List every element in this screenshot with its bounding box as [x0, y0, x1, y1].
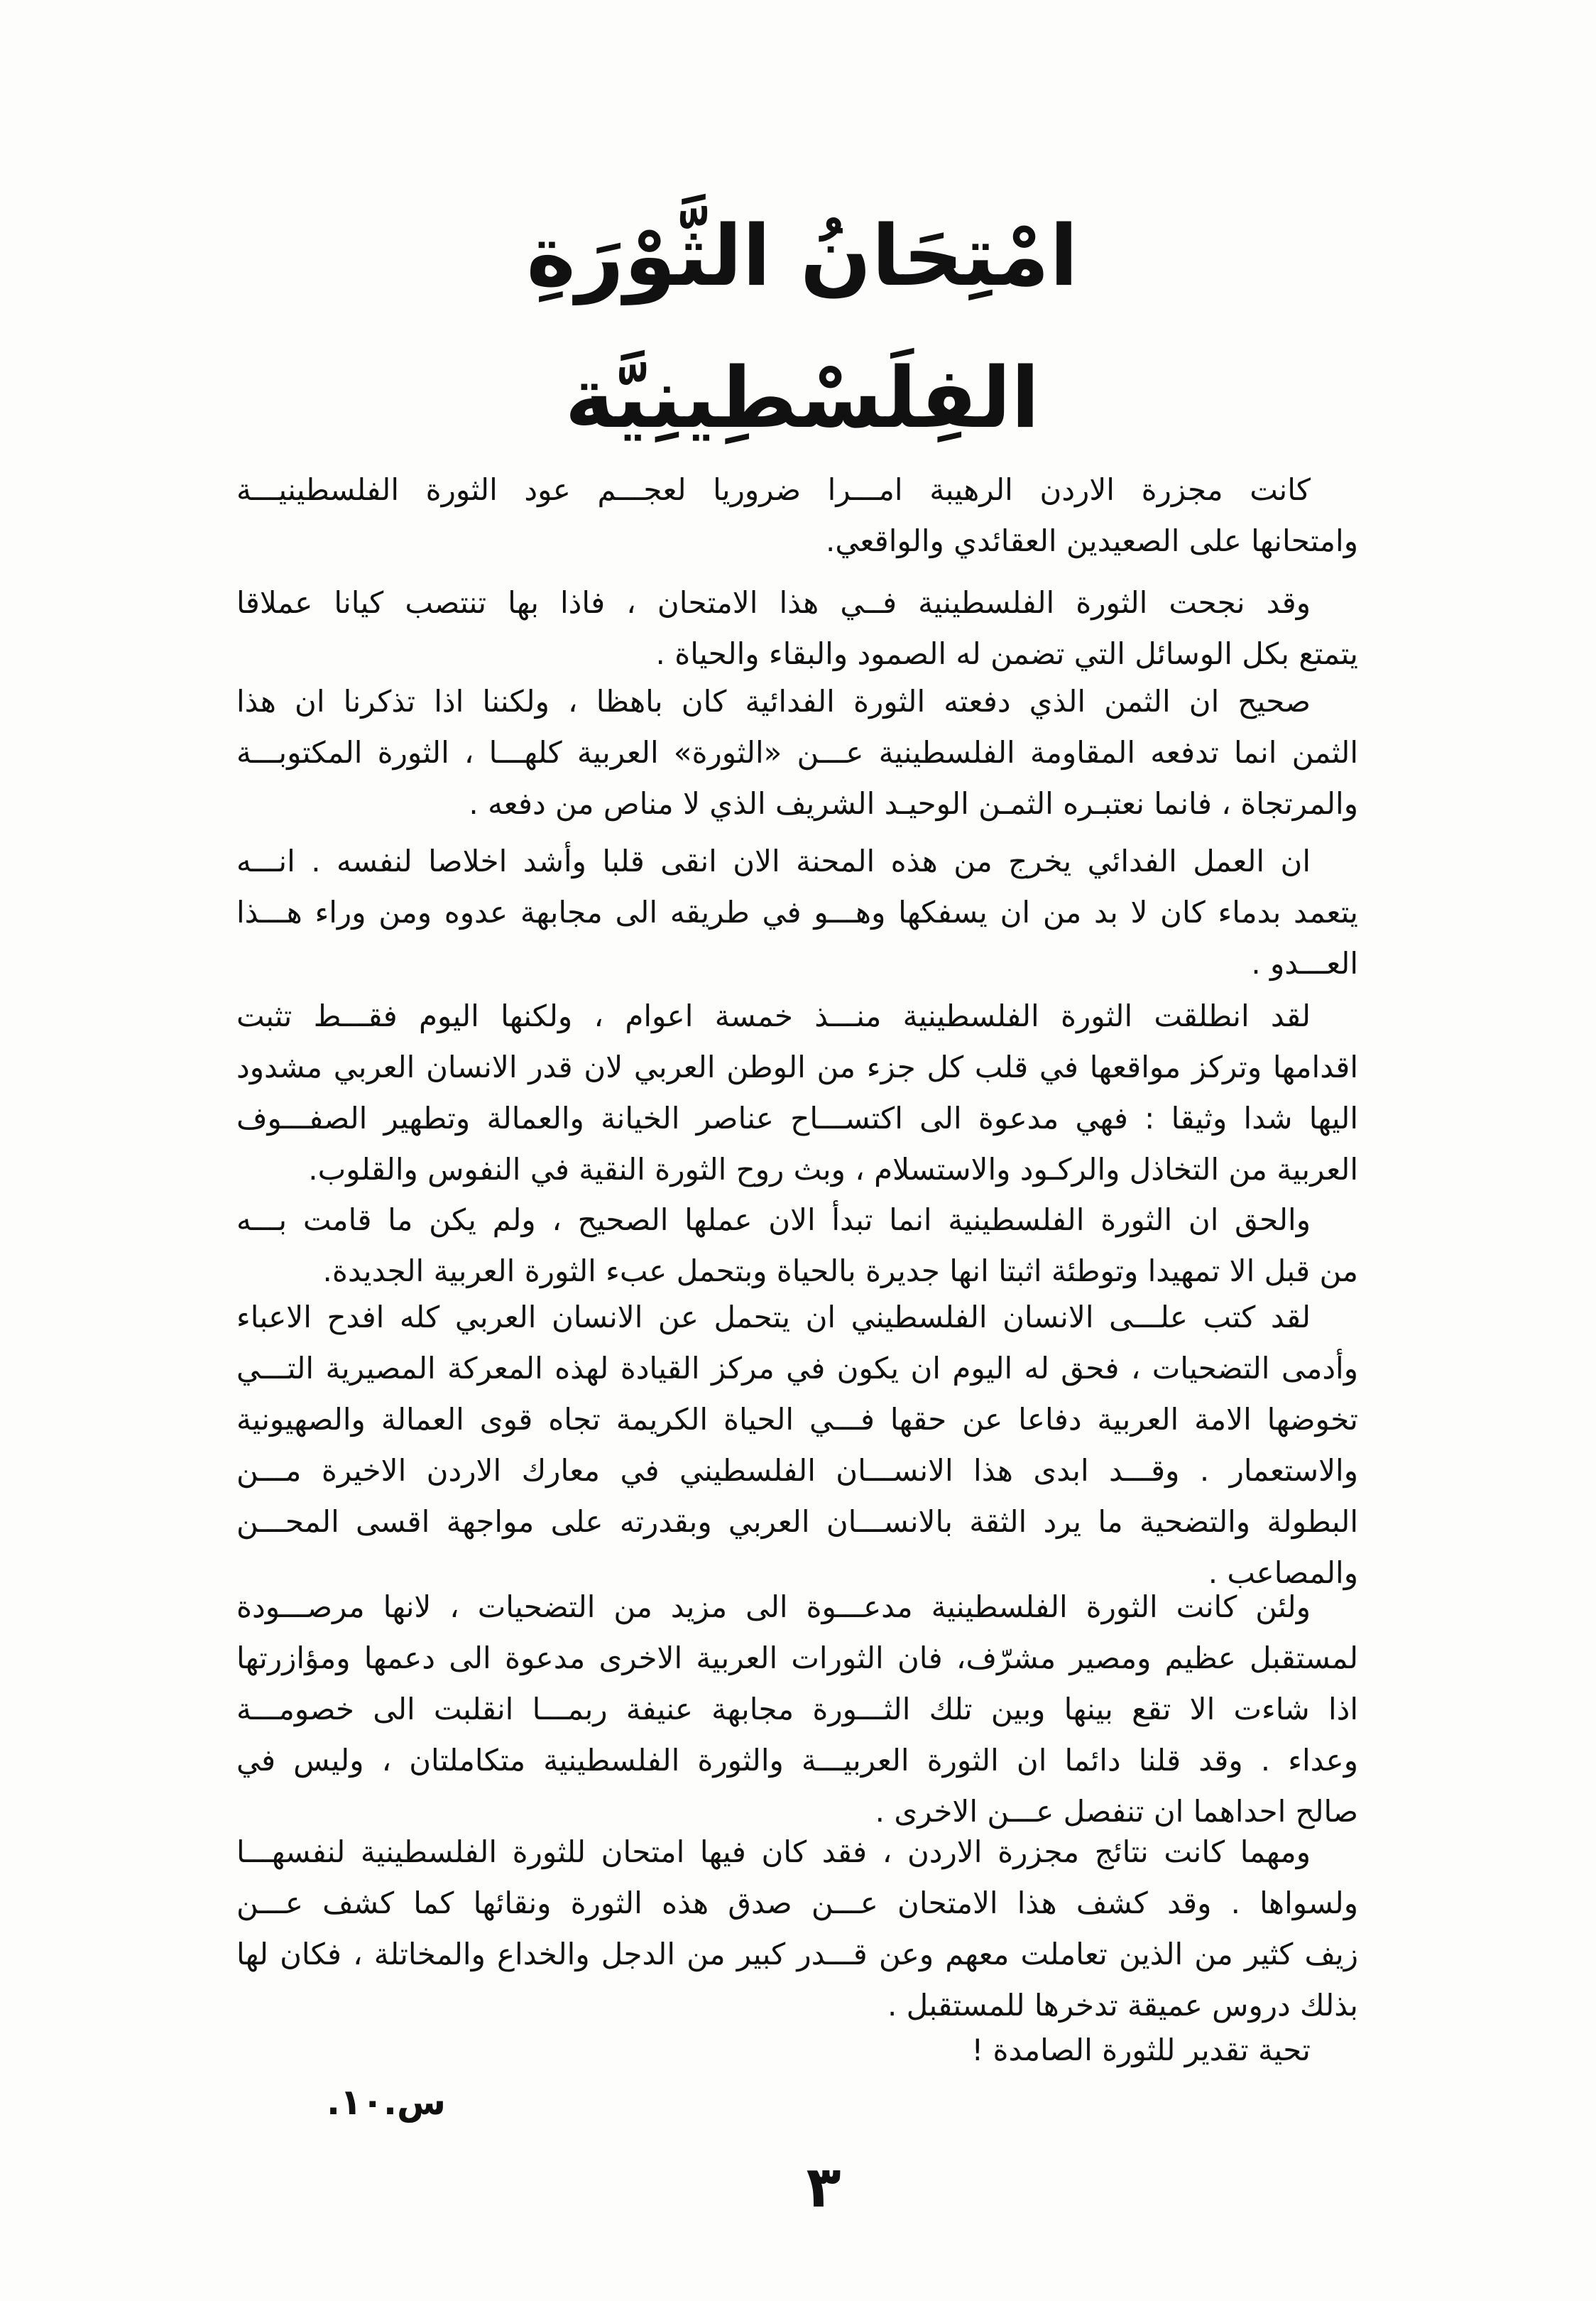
page-number: ٣ — [806, 2154, 841, 2220]
paragraph-line: الثمن انما تدفعه المقاومة الفلسطينية عـــن «الثورة» العربية كلهـــا ، الثورة المكتوبـــة — [236, 735, 1358, 770]
paragraph-line: تخوضها الامة العربية دفاعا عن حقها فـــي الحياة الكريمة تجاه قوى العمالة والصهيونية — [236, 1402, 1358, 1437]
paragraph-line: والمرتجاة ، فانما نعتبـره الثمـن الوحيـد الشريف الذي لا مناص من دفعه . — [469, 786, 1358, 821]
paragraph-line: وقد نجحت الثورة الفلسطينية فــي هذا الامتحان ، فاذا بها تنتصب كيانا عملاقا — [236, 585, 1311, 620]
paragraph-line: يتعمد بدماء كان لا بد من ان يسفكها وهـــو في طريقه الى مجابهة عدوه ومن وراء هـــذا — [236, 895, 1358, 930]
paragraph-line: العربية من التخاذل والركـود والاستسلام ، وبث روح الثورة النقية في النفوس والقلوب. — [308, 1152, 1358, 1187]
paragraph-line: العـــدو . — [1251, 946, 1358, 981]
paragraph-line: والمصاعب . — [1208, 1555, 1358, 1590]
paragraph-line: لمستقبل عظيم ومصير مشرّف، فان الثورات العربية الاخرى مدعوة الى دعمها ومؤازرتها — [236, 1641, 1358, 1675]
author-signature: س.١٠. — [327, 2082, 447, 2123]
paragraph-line: صالح احداهما ان تنفصل عـــن الاخرى . — [875, 1794, 1358, 1829]
paragraph-line: لقد انطلقت الثورة الفلسطينية منـــذ خمسة اعوام ، ولكنها اليوم فقـــط تثبت — [236, 999, 1311, 1033]
paragraph-line: لقد كتب علـــى الانسان الفلسطيني ان يتحمل عن الانسان العربي كله افدح الاعباء — [236, 1300, 1311, 1334]
paragraph-line: ولئن كانت الثورة الفلسطينية مدعـــوة الى مزيد من التضحيات ، لانها مرصـــودة — [236, 1589, 1311, 1624]
paragraph-line: اليها شدا وثيقا : فهي مدعوة الى اكتســـاح عناصر الخيانة والعمالة وتطهير الصفـــوف — [236, 1101, 1358, 1136]
paragraph-line: كانت مجزرة الاردن الرهيبة امـــرا ضروريا لعجـــم عود الثورة الفلسطينيـــة — [236, 472, 1311, 507]
paragraph-line: ان العمل الفدائي يخرج من هذه المحنة الان انقى قلبا وأشد اخلاصا لنفسه . انـــه — [236, 844, 1311, 878]
paragraph-line: والاستعمار . وقـــد ابدى هذا الانســـان الفلسطيني في معارك الاردن الاخيرة مـــن — [236, 1453, 1358, 1488]
paragraph-line: البطولة والتضحية ما يرد الثقة بالانســـان العربي وبقدرته على مواجهة اقسى المحـــن — [236, 1504, 1358, 1539]
paragraph-line: صحيح ان الثمن الذي دفعته الثورة الفدائية كان باهظا ، ولكننا اذا تذكرنا ان هذا — [236, 684, 1311, 719]
article-title: امْتِحَانُ الثَّوْرَةِ الفِلَسْطِينِيَّة — [526, 207, 1078, 447]
paragraph-line: بذلك دروس عميقة تدخرها للمستقبل . — [887, 1988, 1358, 2023]
paragraph-line: ومهما كانت نتائج مجزرة الاردن ، فقد كان فيها امتحان للثورة الفلسطينية لنفسهـــا — [236, 1834, 1311, 1869]
paragraph-line: وامتحانها على الصعيدين العقائدي والواقعي. — [826, 523, 1358, 558]
paragraph-line: من قبل الا تمهيدا وتوطئة اثبتا انها جديرة بالحياة وبتحمل عبء الثورة العربية الجديدة. — [322, 1253, 1358, 1288]
paragraph-line: وعداء . وقد قلنا دائما ان الثورة العربيـــة والثورة الفلسطينية متكاملتان ، وليس في — [236, 1743, 1358, 1778]
paragraph-line: والحق ان الثورة الفلسطينية انما تبدأ الان عملها الصحيح ، ولم يكن ما قامت بـــه — [236, 1202, 1311, 1237]
paragraph-line: يتمتع بكل الوسائل التي تضمن له الصمود والبقاء والحياة . — [655, 636, 1358, 671]
paragraph-line: تحية تقدير للثورة الصامدة ! — [971, 2033, 1311, 2067]
paragraph-line: اذا شاءت الا تقع بينها وبين تلك الثـــورة مجابهة عنيفة ربمـــا انقلبت الى خصومـــة — [236, 1692, 1358, 1726]
paragraph-line: زيف كثير من الذين تعاملت معهم وعن قـــدر كبير من الدجل والخداع والمخاتلة ، فكان لها — [236, 1937, 1358, 1971]
paragraph-line: وأدمى التضحيات ، فحق له اليوم ان يكون في مركز القيادة لهذه المعركة المصيرية التـــي — [236, 1351, 1358, 1386]
paragraph-line: ولسواها . وقد كشف هذا الامتحان عـــن صدق هذه الثورة ونقائها كما كشف عـــن — [236, 1886, 1358, 1920]
paragraph-line: اقدامها وتركز مواقعها في قلب كل جزء من الوطن العربي لان قدر الانسان العربي مشدود — [236, 1050, 1358, 1084]
